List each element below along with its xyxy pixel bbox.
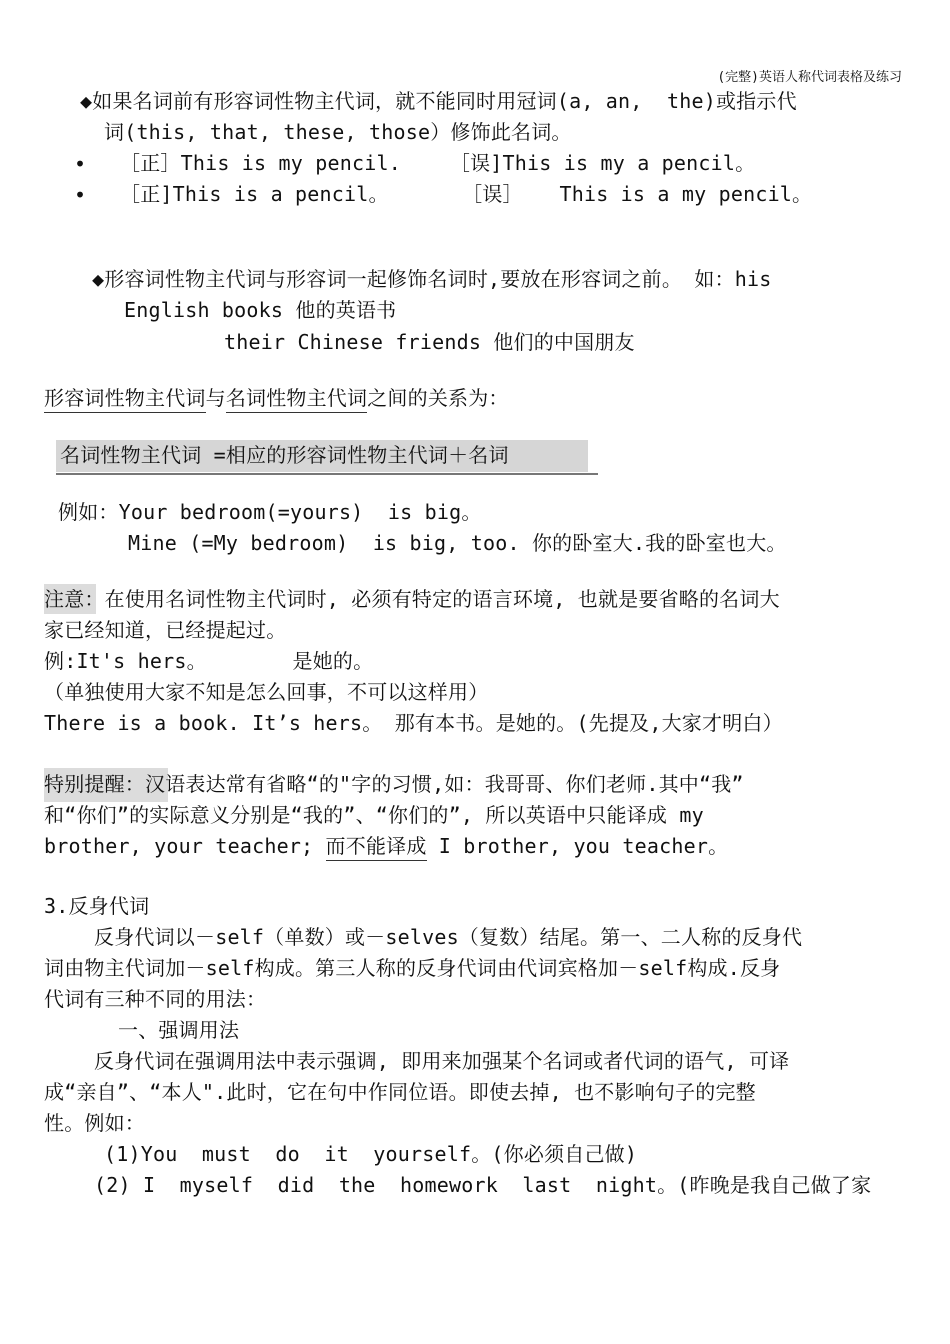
note-line: There is a book. It’s hers。 那有本书。是她的。(先提及,大家才明白） <box>44 711 783 735</box>
note-label: 注意 <box>44 587 85 611</box>
paragraph-line: 成“亲自”、“本人".此时，它在句中作同位语。即使去掉, 也不影响句子的完整 <box>44 1080 756 1104</box>
note-line: 家已经知道，已经提起过。 <box>44 618 287 642</box>
formula: 名词性物主代词 =相应的形容词性物主代词＋名词 <box>60 443 509 467</box>
paragraph-line: ◆如果名词前有形容词性物主代词，就不能同时用冠词(a, an, the)或指示代 <box>80 89 797 113</box>
relation-term-noun: 名词性物主代词 <box>226 386 367 413</box>
note-line: 例:It's hers。 是她的。 <box>44 649 374 673</box>
remind-line <box>44 772 744 796</box>
note-text: ：在使用名词性物主代词时, 必须有特定的语言环境, 也就是要省略的名词大 <box>84 587 780 611</box>
relation-connector: 与 <box>205 386 226 410</box>
paragraph-line: 反身代词以－self（单数）或－selves（复数）结尾。第一、二人称的反身代 <box>94 925 803 949</box>
remind-text: brother, your teacher; <box>44 834 326 858</box>
remind-line: 和“你们”的实际意义分别是“我的”、“你们的”, 所以英语中只能译成 my <box>44 803 704 827</box>
relation-line <box>44 386 509 410</box>
paragraph-line: 反身代词在强调用法中表示强调, 即用来加强某个名词或者代词的语气, 可译 <box>94 1049 790 1073</box>
paragraph-line: 性。例如： <box>44 1111 145 1135</box>
paragraph-line: English books 他的英语书 <box>124 298 397 322</box>
example-line: Mine (=My bedroom) is big, too. 你的卧室大.我的卧室也大。 <box>128 531 787 555</box>
page-header: (完整)英语人称代词表格及练习 <box>717 70 902 85</box>
remind-label: 特别提醒： <box>44 772 145 796</box>
subsection-title: 一、强调用法 <box>118 1018 240 1042</box>
formula-underline <box>56 473 598 475</box>
bullet-icon: • <box>74 152 87 176</box>
note-line <box>44 587 780 611</box>
bullet-icon: • <box>74 183 87 207</box>
note-line: （单独使用大家不知是怎么回事，不可以这样用） <box>44 680 489 704</box>
relation-term-adjective: 形容词性物主代词 <box>44 386 206 413</box>
remind-text: 汉语表达常有省略“的"字的习惯,如：我哥哥、你们老师.其中“我” <box>145 772 744 796</box>
example-line: (1)You must do it yourself。(你必须自己做) <box>104 1142 638 1166</box>
example-line: 例如：Your bedroom(=yours) is big。 <box>58 500 482 524</box>
example-line: ［正]This is a pencil。 ［误］ This is a my pencil。 <box>120 182 813 206</box>
example-line: ［正］This is my pencil. ［误]This is my a pencil。 <box>120 151 756 175</box>
paragraph-line: 代词有三种不同的用法： <box>44 987 267 1011</box>
paragraph-line: ◆形容词性物主代词与形容词一起修饰名词时,要放在形容词之前。 如：his <box>92 267 772 291</box>
remind-text: I brother, you teacher。 <box>426 834 729 858</box>
section-title: 3.反身代词 <box>44 894 150 918</box>
paragraph-line: 词(this, that, these, those）修饰此名词。 <box>104 120 572 144</box>
remind-line <box>44 834 728 858</box>
relation-tail: 之间的关系为： <box>367 386 509 410</box>
example-line: (2) I myself did the homework last night。(昨晚是我自己做了家 <box>94 1173 872 1197</box>
paragraph-line: their Chinese friends 他们的中国朋友 <box>224 330 635 354</box>
paragraph-line: 词由物主代词加－self构成。第三人称的反身代词由代词宾格加－self构成.反身 <box>44 956 781 980</box>
remind-underlined: 而不能译成 <box>326 834 427 861</box>
